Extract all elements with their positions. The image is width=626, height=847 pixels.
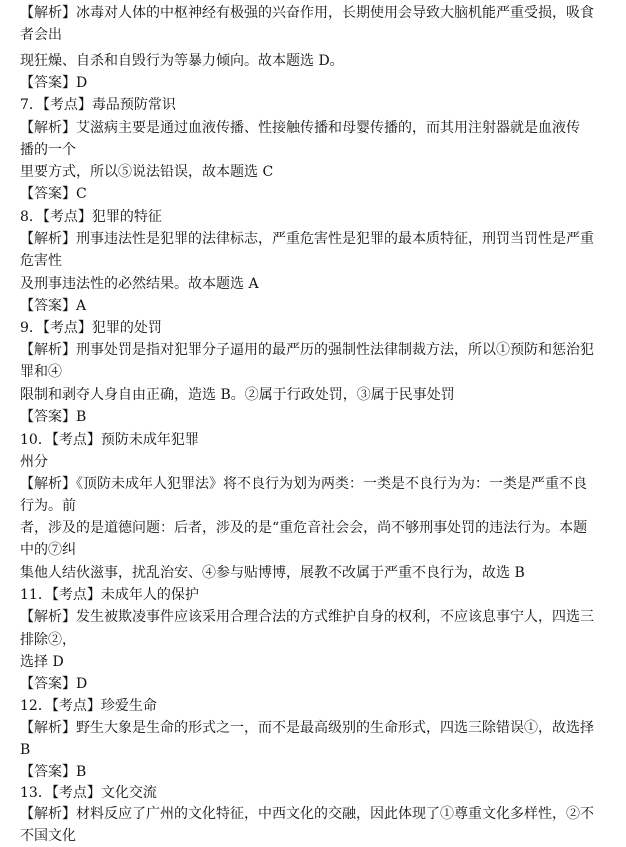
text-line: 【解析】材料反应了广州的文化特征，中西文化的交融，因此体现了①尊重文化多样性，②不	[20, 806, 594, 822]
text-line: 不国文化	[20, 828, 76, 844]
text-line: 危害性	[20, 253, 62, 269]
question-line: 13．【考点】文化交流	[20, 785, 157, 801]
text-line: 者会出	[20, 27, 62, 43]
text-line: 者，涉及的是道德问题：后者，涉及的是“重危音社会会，尚不够刑事处罚的违法行为。本题	[20, 520, 588, 536]
text-line: 【解析】冰毒对人体的中枢神经有极强的兴奋作用，长期使用会导致大脑机能严重受损，吸食	[20, 5, 594, 21]
answer-line: 【答案】D	[20, 75, 88, 91]
text-line: 【解析】刑事违法性是犯罪的法律标志，严重危害性是犯罪的最本质特征，刑罚当罚性是严重	[20, 231, 594, 247]
text-line: 【解析】野生大象是生命的形式之一，而不是最高级别的生命形式，四选三除错误①，故选择	[20, 720, 594, 736]
text-line: 州分	[20, 454, 48, 470]
text-line: 选择 D	[20, 654, 64, 670]
text-line: 限制和剥夺人身自由正确，造选 B。②属于行政处罚，③属于民事处罚	[20, 387, 455, 403]
question-line: 8．【考点】犯罪的特征	[20, 209, 162, 225]
question-line: 10．【考点】预防未成年犯罪	[20, 432, 199, 448]
text-line: 播的一个	[20, 142, 76, 158]
text-line: 现狂燥、自杀和自毁行为等暴力倾向。故本题选 D。	[20, 53, 344, 69]
question-line: 11．【考点】未成年人的保护	[20, 587, 199, 603]
text-line: 里要方式，所以⑤说法铅误，故本题选 C	[20, 164, 274, 180]
text-line: 排除②，	[20, 632, 76, 648]
text-line: 【解析】《顶防未成年人犯罪法》将不良行为划为两类：一类是不良行为为：一类是严重不良	[20, 476, 587, 492]
text-line: 【解析】艾滋病主要是通过血液传播、性接触传播和母婴传播的，而其用注射器就是血液传	[20, 120, 580, 136]
text-line: B	[20, 742, 31, 758]
text-line: 行为。前	[20, 498, 76, 514]
question-line: 12．【考点】珍爱生命	[20, 698, 157, 714]
answer-line: 【答案】D	[20, 676, 88, 692]
text-line: 中的⑦纠	[20, 542, 76, 558]
answer-line: 【答案】A	[20, 298, 87, 314]
question-line: 9．【考点】犯罪的处罚	[20, 320, 162, 336]
text-line: 【解析】发生被欺凌事件应该采用合理合法的方式维护自身的权利，不应该息事宁人，四选三	[20, 609, 594, 625]
answer-line: 【答案】B	[20, 764, 87, 780]
text-line: 及刑事违法性的必然结果。故本题选 A	[20, 276, 259, 292]
question-line: 7．【考点】毒品预防常识	[20, 97, 176, 113]
text-line: 罪和④	[20, 364, 62, 380]
answer-line: 【答案】B	[20, 409, 87, 425]
text-line: 集他人结伙滋事，扰乱治安、④参与贴博博，展教不改属于严重不良行为，故选 B	[20, 565, 525, 581]
text-line: 【解析】刑事处罚是指对犯罪分子逼用的最严历的强制性法律制裁方法，所以①预防和惩治犯	[20, 342, 594, 358]
answer-line: 【答案】C	[20, 186, 87, 202]
